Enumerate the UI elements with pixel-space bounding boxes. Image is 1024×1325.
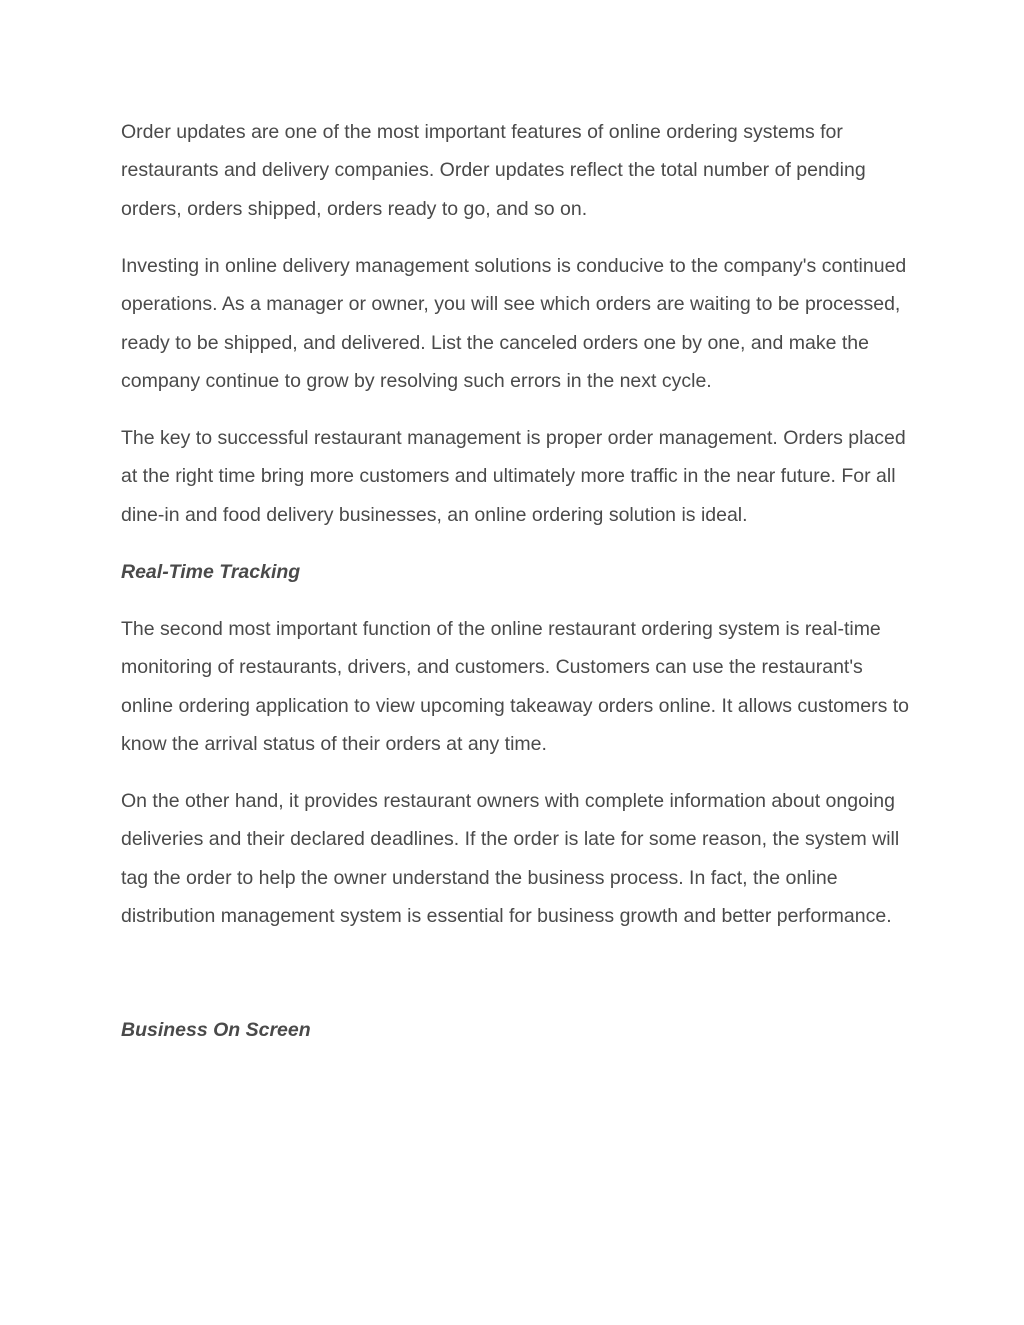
paragraph-real-time-monitoring: The second most important function of the online restaurant ordering system is real-time monitoring of restaurants, drivers, and customers. Customers can use the restaurant's online ordering application to view upcoming takeaway orders online. It allows customers to know the arrival status of their orders at any time. [121, 617, 909, 756]
paragraph-other-hand: On the other hand, it provides restaurant owners with complete information about ongoing deliveries and their declared deadlines. If the order is late for some reason, the system will tag the order to help the owner understand the business process. In fact, the online distribution management system is essential for business growth and better performance. [121, 790, 900, 928]
section-spacer [121, 954, 911, 1011]
paragraph-investing: Investing in online delivery management solutions is conducive to the company's continued operations. As a manager or owner, you will see which orders are waiting to be processed, ready to be shipped, and delivered. List the canceled orders one by one, and make the company continue to grow by resolving such errors in the next cycle. [121, 254, 907, 393]
paragraph-key-to-success: The key to successful restaurant management is proper order management. Orders placed at the right time bring more customers and ultimately more traffic in the near future. For all dine-in and food delivery businesses, an online ordering solution is ideal. [121, 427, 906, 526]
paragraph-order-updates: Order updates are one of the most important features of online ordering systems for restaurants and delivery companies. Order updates reflect the total number of pending orders, orders shipped, orders ready to go, and so on. [121, 121, 866, 220]
heading-business-on-screen: Business On Screen [121, 1019, 311, 1042]
heading-real-time-tracking: Real-Time Tracking [121, 560, 301, 583]
document-page [121, 113, 911, 1068]
